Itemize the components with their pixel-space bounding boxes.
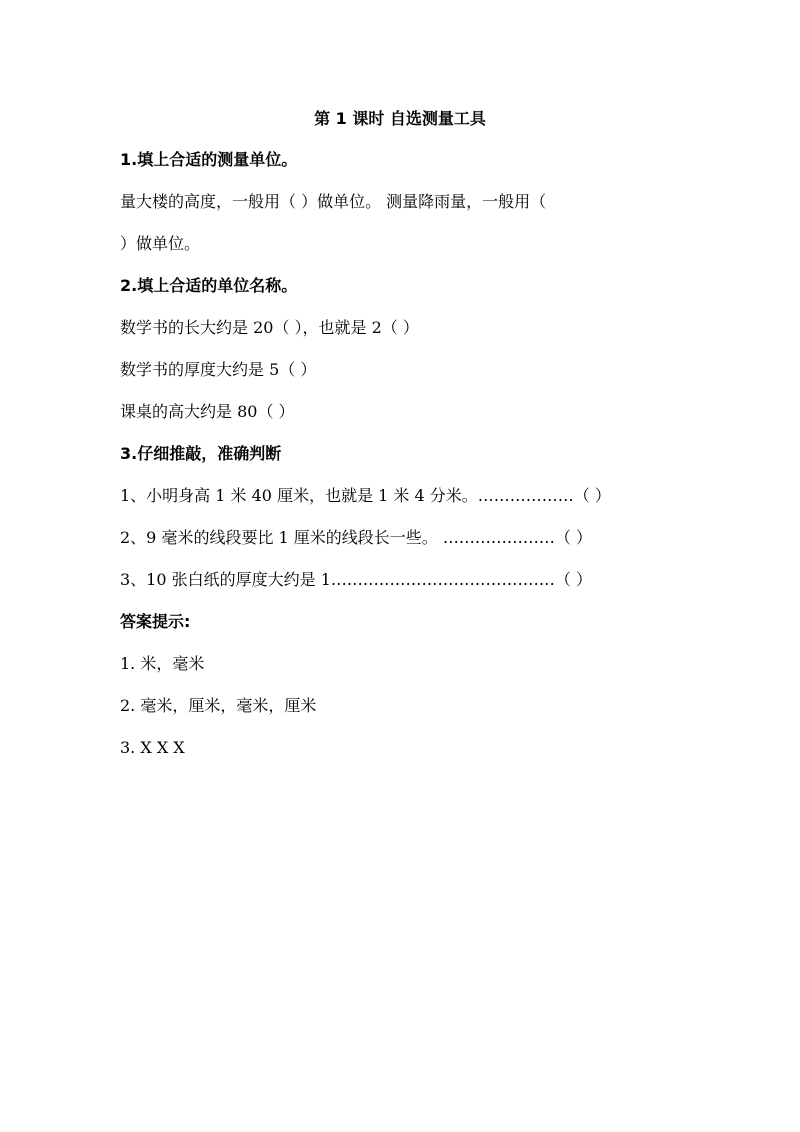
answer-item: 3. X X X: [120, 738, 185, 757]
section-3-heading: 3.仔细推敲，准确判断: [120, 444, 282, 463]
section-3-item: 1、小明身高 1 米 40 厘米，也就是 1 米 4 分米。………………（ ）: [120, 486, 611, 505]
answer-item: 2. 毫米，厘米，毫米，厘米: [120, 696, 317, 715]
section-2-item: 数学书的长大约是 20（ ），也就是 2（ ）: [120, 318, 419, 337]
section-3-item: 2、9 毫米的线段要比 1 厘米的线段长一些。 …………………（ ）: [120, 528, 592, 547]
section-2-item: 课桌的高大约是 80（ ）: [120, 402, 295, 421]
answers-heading: 答案提示:: [120, 612, 191, 631]
section-2-heading: 2.填上合适的单位名称。: [120, 276, 298, 295]
section-1-question-line-2: ）做单位。: [120, 234, 201, 253]
answer-item: 1. 米，毫米: [120, 654, 205, 673]
section-3-item: 3、10 张白纸的厚度大约是 1……………………………………（ ）: [120, 570, 592, 589]
section-1-question-line-1: 量大楼的高度，一般用（ ）做单位。 测量降雨量，一般用（: [120, 192, 547, 211]
section-1-heading: 1.填上合适的测量单位。: [120, 150, 298, 169]
page-title: 第 1 课时 自选测量工具: [314, 109, 486, 128]
section-2-item: 数学书的厚度大约是 5（ ）: [120, 360, 317, 379]
